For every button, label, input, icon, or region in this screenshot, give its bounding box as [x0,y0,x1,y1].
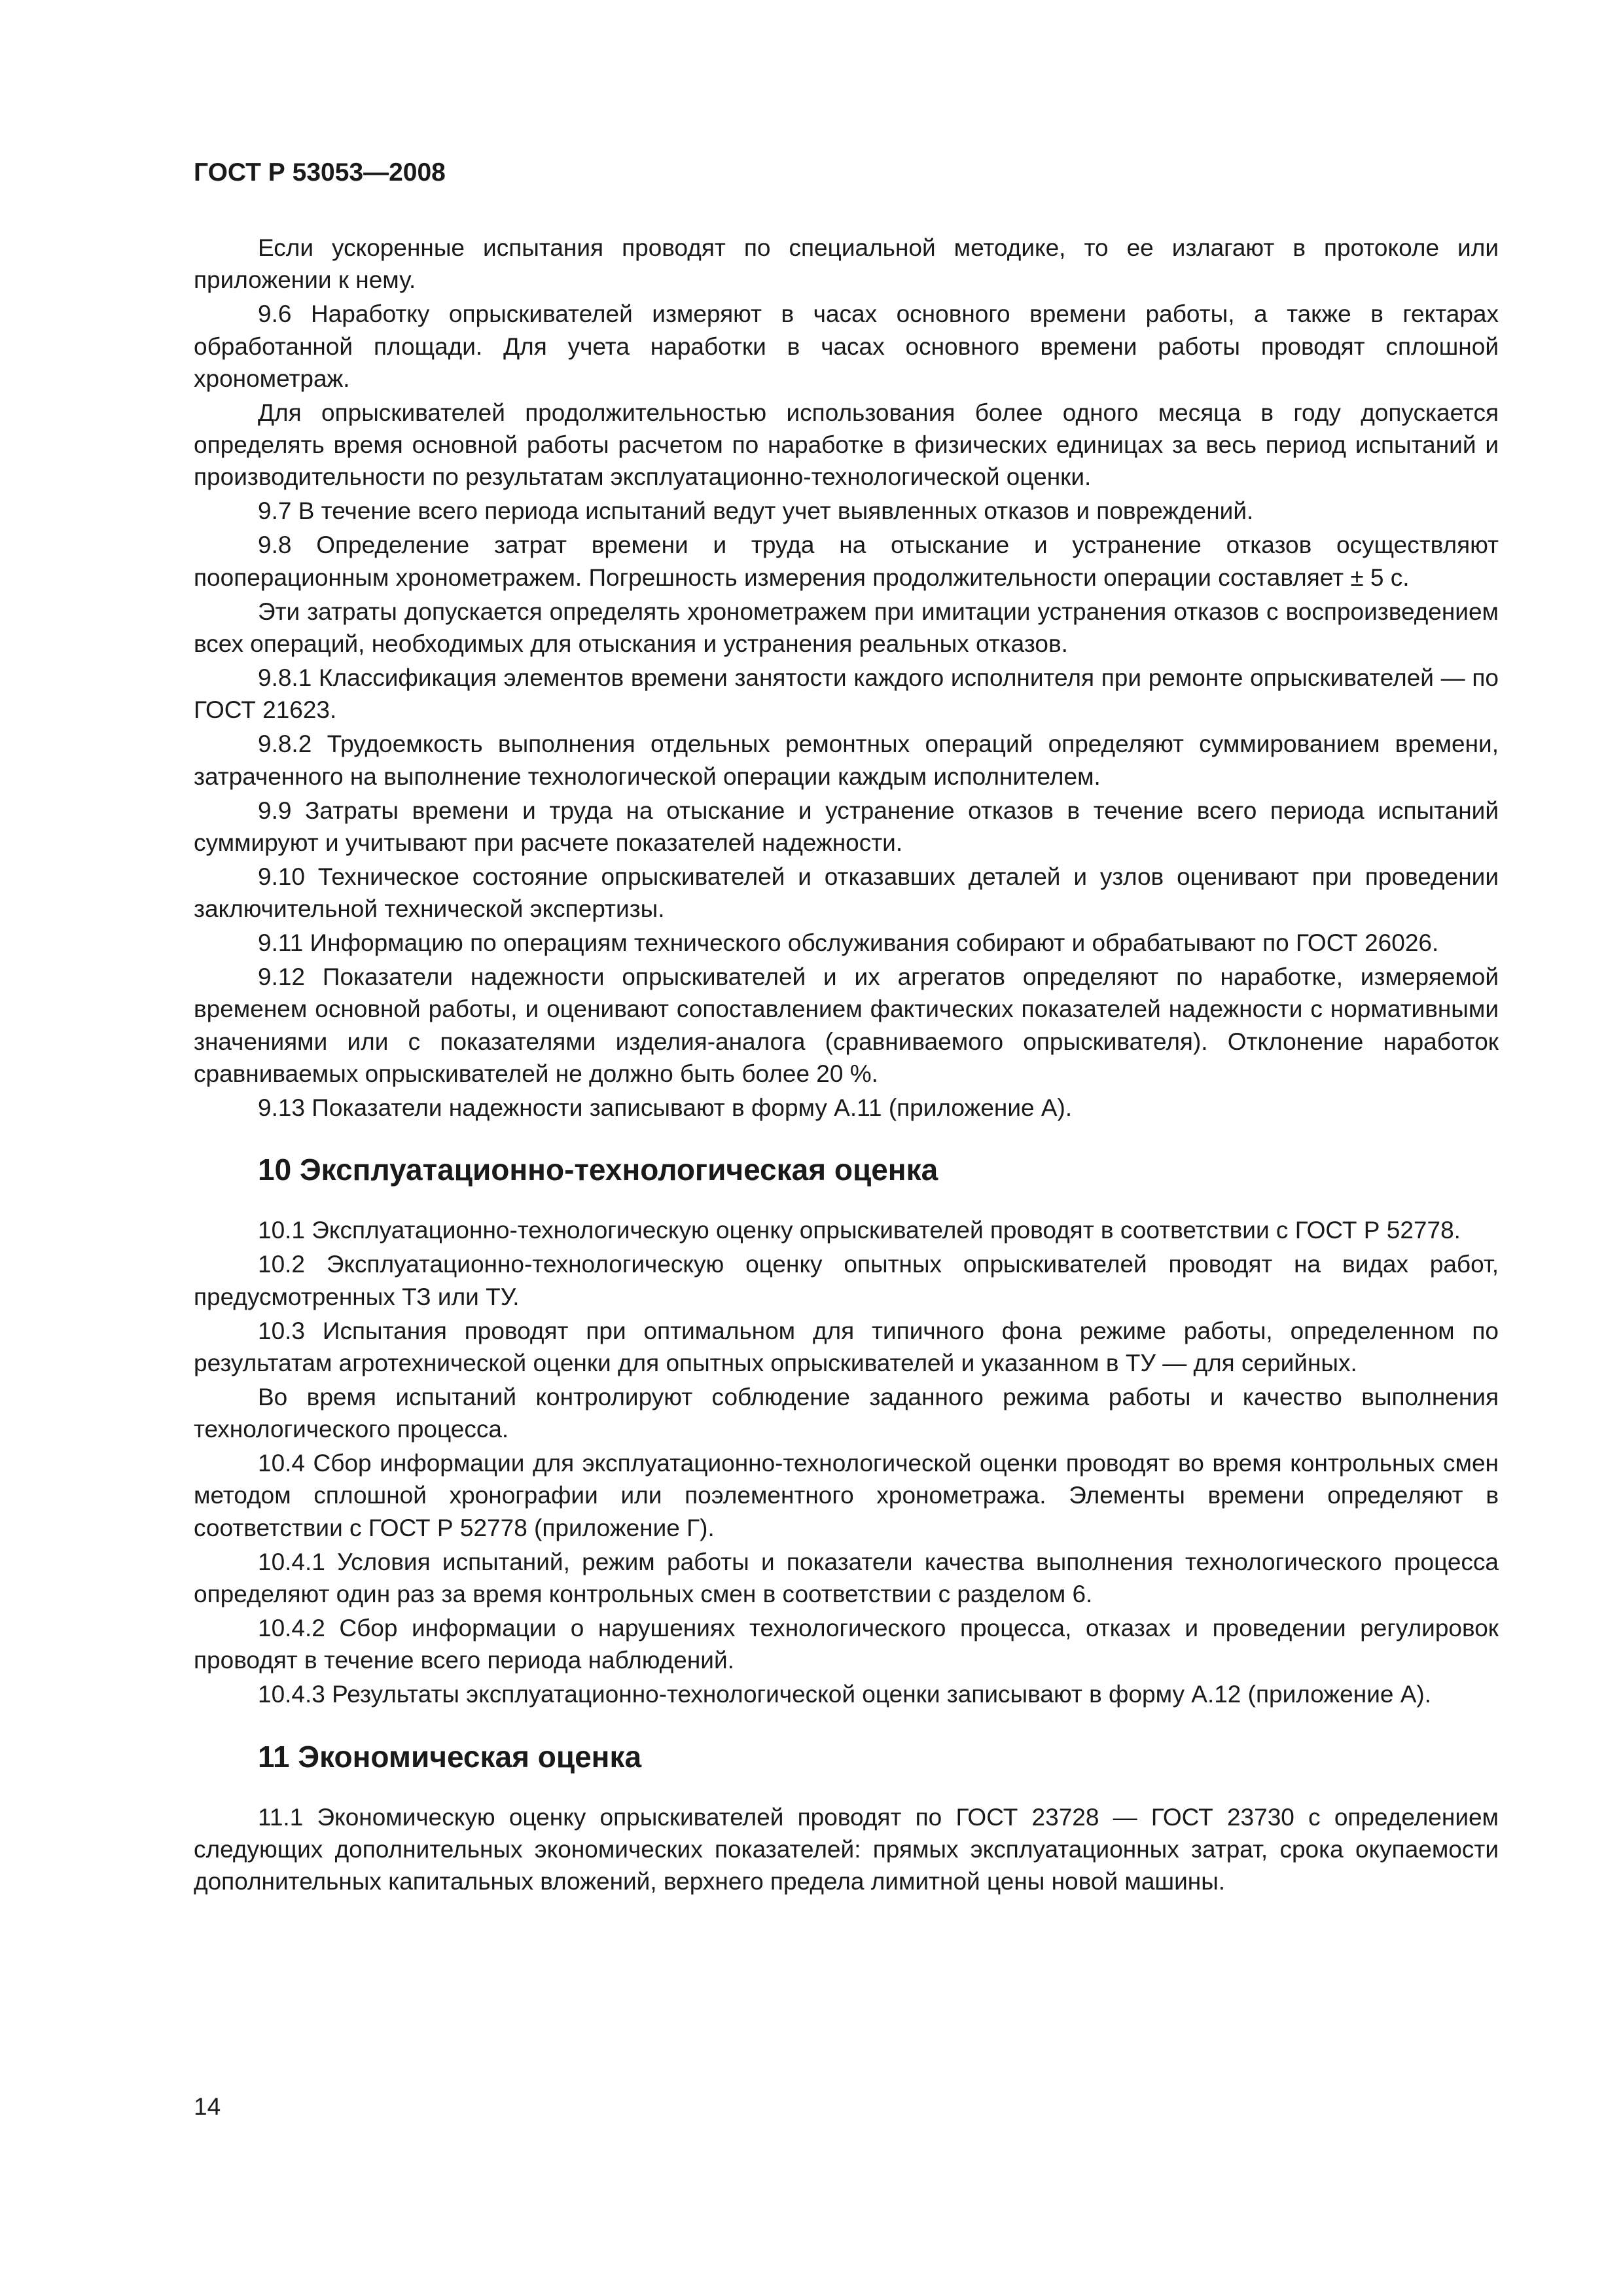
section-10-title: 10 Эксплуатационно-технологическая оценка [258,1153,938,1187]
paragraph: Во время испытаний контролируют соблюдение заданного режима работы и качество выполнения технологического процесса. [194,1383,1499,1443]
paragraph-11-1: 11.1 Экономическую оценку опрыскивателей проводят по ГОСТ 23728 — ГОСТ 23730 с определением следующих дополнительных экономических показателей: прямых эксплуатационных затрат, срока окупаемости дополнительных капитальных вложений, верхнего предела лимитной цены новой машины. [194,1803,1499,1895]
paragraph-9-9: 9.9 Затраты времени и труда на отыскание и устранение отказов в течение всего периода испытаний суммируют и учитывают при расчете показателей надежности. [194,797,1499,856]
paragraph-10-2: 10.2 Эксплуатационно-технологическую оценку опытных опрыскивателей проводят на видах работ, предусмотренных ТЗ или ТУ. [194,1251,1499,1310]
paragraph: Если ускоренные испытания проводят по специальной методике, то ее излагают в протоколе или приложении к нему. [194,234,1499,294]
paragraph-9-11: 9.11 Информацию по операциям технического обслуживания собирают и обрабатывают по ГОСТ 26026. [258,929,1439,957]
paragraph-10-4-3: 10.4.3 Результаты эксплуатационно-технологической оценки записывают в форму А.12 (приложение А). [258,1681,1432,1708]
paragraph: Эти затраты допускается определять хронометражем при имитации устранения отказов с воспроизведением всех операций, необходимых для отыскания и устранения реальных отказов. [194,598,1499,657]
document-header: ГОСТ Р 53053—2008 [194,158,446,187]
section-11-title: 11 Экономическая оценка [258,1739,642,1774]
paragraph-9-10: 9.10 Техническое состояние опрыскивателей и отказавших деталей и узлов оценивают при проведении заключительной технической экспертизы. [194,863,1499,923]
paragraph-10-3: 10.3 Испытания проводят при оптимальном для типичного фона режиме работы, определенном по результатам агротехнической оценки для опытных опрыскивателей и указанном в ТУ — для серийных. [194,1317,1499,1376]
paragraph-9-13: 9.13 Показатели надежности записывают в форму А.11 (приложение А). [258,1094,1073,1121]
paragraph-10-4-1: 10.4.1 Условия испытаний, режим работы и показатели качества выполнения технологического процесса определяют один раз за время контрольных смен в соответствии с разделом 6. [194,1548,1499,1607]
paragraph-10-1: 10.1 Эксплуатационно-технологическую оценку опрыскивателей проводят в соответствии с ГОСТ Р 52778. [258,1217,1461,1244]
paragraph-10-4: 10.4 Сбор информации для эксплуатационно-технологической оценки проводят во время контрольных смен методом сплошной хронографии или поэлементного хронометража. Элементы времени определяют в соответствии с ГОСТ Р 52778 (приложение Г). [194,1450,1499,1541]
document-page [194,157,1499,1899]
paragraph-9-8-1: 9.8.1 Классификация элементов времени занятости каждого исполнителя при ремонте опрыскивателей — по ГОСТ 21623. [194,664,1499,724]
paragraph-10-4-2: 10.4.2 Сбор информации о нарушениях технологического процесса, отказах и проведении регулировок проводят в течение всего периода наблюдений. [194,1614,1499,1674]
page-number: 14 [194,2093,221,2120]
paragraph-9-6: 9.6 Наработку опрыскивателей измеряют в часах основного времени работы, а также в гектарах обработанной площади. Для учета наработки в часах основного времени работы проводят сплошной хронометраж. [194,300,1499,392]
paragraph: Для опрыскивателей продолжительностью использования более одного месяца в году допускается определять время основной работы расчетом по наработке в физических единицах за весь период испытаний и производительности по результатам эксплуатационно-технологической оценки. [194,399,1499,491]
paragraph-9-8: 9.8 Определение затрат времени и труда на отыскание и устранение отказов осуществляют пооперационным хронометражем. Погрешность измерения продолжительности операции составляет ± 5 с. [194,531,1499,591]
paragraph-9-8-2: 9.8.2 Трудоемкость выполнения отдельных ремонтных операций определяют суммированием времени, затраченного на выполнение технологической операции каждым исполнителем. [194,730,1499,790]
paragraph-9-7: 9.7 В течение всего периода испытаний ведут учет выявленных отказов и повреждений. [258,497,1254,525]
paragraph-9-12: 9.12 Показатели надежности опрыскивателей и их агрегатов определяют по наработке, измеряемой временем основной работы, и оценивают сопоставлением фактических показателей надежности с нормативными значениями или с показателями изделия-аналога (сравниваемого опрыскивателя). Отклонение наработок сравниваемых опрыскивателей не должно быть более 20 %. [194,963,1499,1087]
